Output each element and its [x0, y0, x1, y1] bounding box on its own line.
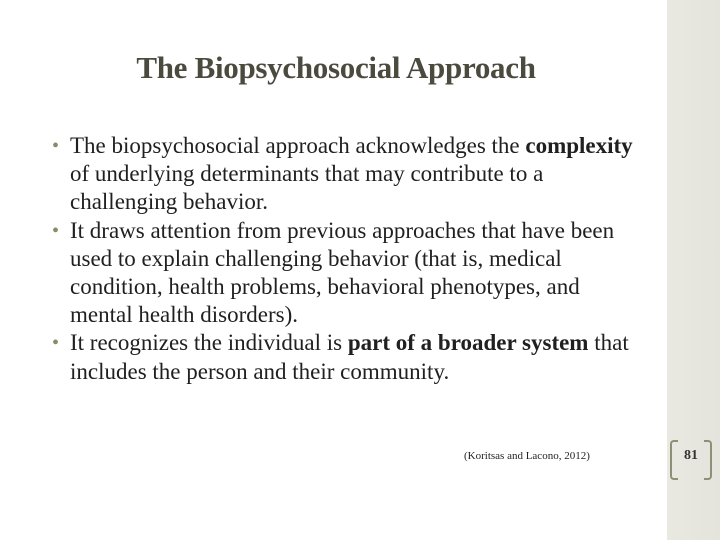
citation: (Koritsas and Lacono, 2012): [464, 450, 590, 462]
bullet-icon: •: [52, 135, 60, 157]
bullet-item-broader-system: [52, 329, 642, 385]
bracket-right-icon: [704, 440, 712, 480]
bullet-list: [52, 132, 642, 386]
bullet-text: It recognizes the individual is: [70, 330, 348, 356]
emphasis-complexity: complexity: [525, 133, 633, 158]
emphasis-broader-system: part of a broader system: [347, 330, 589, 356]
bullet-item-complexity: [52, 132, 642, 217]
page-number: 81: [684, 448, 698, 463]
bullet-text: of underlying determinants that may contribute to a challenging behavior.: [70, 161, 544, 215]
bullet-text: that includes the person and their community.: [70, 330, 629, 384]
bullet-icon: •: [52, 219, 60, 242]
bullet-item-previous-approaches: [52, 217, 642, 330]
bullet-text: The biopsychosocial approach acknowledges the: [70, 133, 526, 158]
bullet-icon: •: [52, 332, 60, 355]
page-number-badge: [670, 440, 712, 476]
bullet-text: It draws attention from previous approaches that have been used to explain challenging behavior (that is, medical condition, health problems, behavioral phenotypes, and mental health disorders).: [70, 217, 615, 328]
slide-title: The Biopsychosocial Approach: [136, 50, 536, 85]
